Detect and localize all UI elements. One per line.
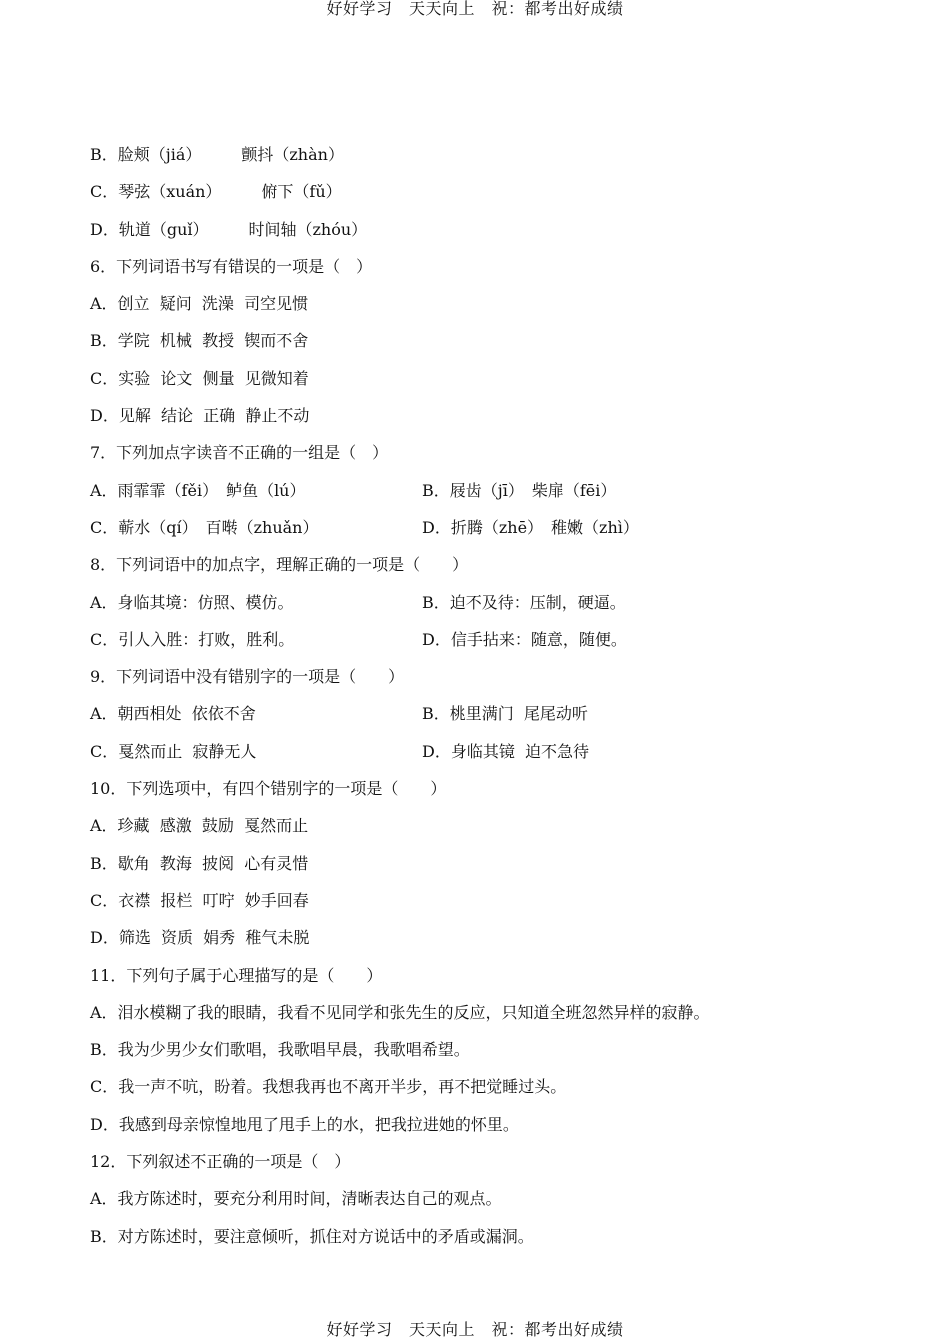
q9-options-cd — [90, 737, 870, 774]
option-text: C．衣襟 报栏 叮咛 妙手回春 — [90, 890, 309, 910]
option-text: D．见解 结论 正确 静止不动 — [90, 406, 310, 426]
q7-options-cd — [90, 513, 870, 550]
option-text: B．屐齿（jī） 柴扉（fēi） — [422, 480, 617, 500]
q11-option-c — [90, 1072, 870, 1109]
option-text: A．创立 疑问 洗澡 司空见惯 — [90, 294, 309, 314]
question-12 — [90, 1147, 870, 1184]
question-text: 9．下列词语中没有错别字的一项是（ ） — [90, 667, 405, 687]
line-text: D．轨道（guǐ） 时间轴（zhóu） — [90, 219, 368, 239]
question-text: 12．下列叙述不正确的一项是（ ） — [90, 1152, 351, 1172]
q11-option-d — [90, 1110, 870, 1147]
option-text: D．折腾（zhē） 稚嫩（zhì） — [422, 517, 639, 537]
option-text: B．歇角 教海 披阅 心有灵惜 — [90, 853, 309, 873]
q11-option-b — [90, 1035, 870, 1072]
q11-option-a — [90, 998, 870, 1035]
q6-option-d — [90, 401, 870, 438]
option-c-line — [90, 177, 870, 214]
option-d-line — [90, 215, 870, 252]
question-6 — [90, 252, 870, 289]
question-text: 8．下列词语中的加点字，理解正确的一项是（ ） — [90, 555, 469, 575]
question-text: 7．下列加点字读音不正确的一组是（ ） — [90, 443, 389, 463]
q10-option-d — [90, 923, 870, 960]
q10-option-b — [90, 849, 870, 886]
question-text: 6．下列词语书写有错误的一项是（ ） — [90, 256, 373, 276]
q6-option-c — [90, 364, 870, 401]
line-text: B．脸颊（jiá） 颤抖（zhàn） — [90, 145, 344, 164]
q7-options-ab — [90, 476, 870, 513]
question-text: 11．下列句子属于心理描写的是（ ） — [90, 965, 383, 985]
option-text: B．桃里满门 尾尾动听 — [422, 704, 588, 724]
option-text: B．迫不及待：压制，硬逼。 — [422, 592, 626, 612]
q6-option-b — [90, 326, 870, 363]
q10-option-c — [90, 886, 870, 923]
option-text: C．蕲水（qí） 百啭（zhuǎn） — [90, 517, 319, 537]
question-8 — [90, 550, 870, 587]
option-text: D．筛选 资质 娟秀 稚气未脱 — [90, 928, 310, 948]
option-text: A．朝西相处 依依不舍 — [90, 704, 256, 724]
option-text: C．引人入胜：打败，胜利。 — [90, 629, 295, 649]
option-text: A．泪水模糊了我的眼睛，我看不见同学和张先生的反应，只知道全班忽然异样的寂静。 — [90, 1002, 710, 1022]
q10-option-a — [90, 811, 870, 848]
question-11 — [90, 961, 870, 998]
question-9 — [90, 662, 870, 699]
option-text: D．身临其镜 迫不急待 — [422, 741, 590, 761]
option-b-line — [90, 140, 870, 177]
q8-options-cd — [90, 625, 870, 662]
option-text: D．信手拈来：随意，随便。 — [422, 629, 627, 649]
option-text: B．对方陈述时，要注意倾听，抓住对方说话中的矛盾或漏洞。 — [90, 1226, 534, 1246]
line-text: C．琴弦（xuán） 俯下（fǔ） — [90, 182, 342, 202]
q9-options-ab — [90, 699, 870, 736]
option-text: B．我为少男少女们歌唱，我歌唱早晨，我歌唱希望。 — [90, 1040, 470, 1060]
page-header: 好好学习 天天向上 祝：都考出好成绩 — [326, 0, 624, 18]
q12-option-a — [90, 1184, 870, 1221]
document-body — [90, 140, 870, 1259]
option-text: A．雨霏霏（fěi） 鲈鱼（lú） — [90, 480, 306, 500]
option-text: B．学院 机械 教授 锲而不舍 — [90, 331, 309, 351]
option-text: D．我感到母亲惊惶地甩了甩手上的水，把我拉进她的怀里。 — [90, 1114, 519, 1134]
option-text: A．我方陈述时，要充分利用时间，清晰表达自己的观点。 — [90, 1189, 502, 1209]
q12-option-b — [90, 1222, 870, 1259]
option-text: C．戛然而止 寂静无人 — [90, 741, 257, 761]
q8-options-ab — [90, 588, 870, 625]
option-text: C．我一声不吭，盼着。我想我再也不离开半步，再不把觉睡过头。 — [90, 1077, 567, 1097]
option-text: A．身临其境：仿照、模仿。 — [90, 592, 294, 612]
q6-option-a — [90, 289, 870, 326]
option-text: C．实验 论文 侧量 见微知着 — [90, 368, 309, 388]
question-text: 10．下列选项中，有四个错别字的一项是（ ） — [90, 779, 447, 799]
question-7 — [90, 438, 870, 475]
option-text: A．珍藏 感激 鼓励 戛然而止 — [90, 816, 309, 836]
page-footer: 好好学习 天天向上 祝：都考出好成绩 — [326, 1320, 624, 1339]
question-10 — [90, 774, 870, 811]
